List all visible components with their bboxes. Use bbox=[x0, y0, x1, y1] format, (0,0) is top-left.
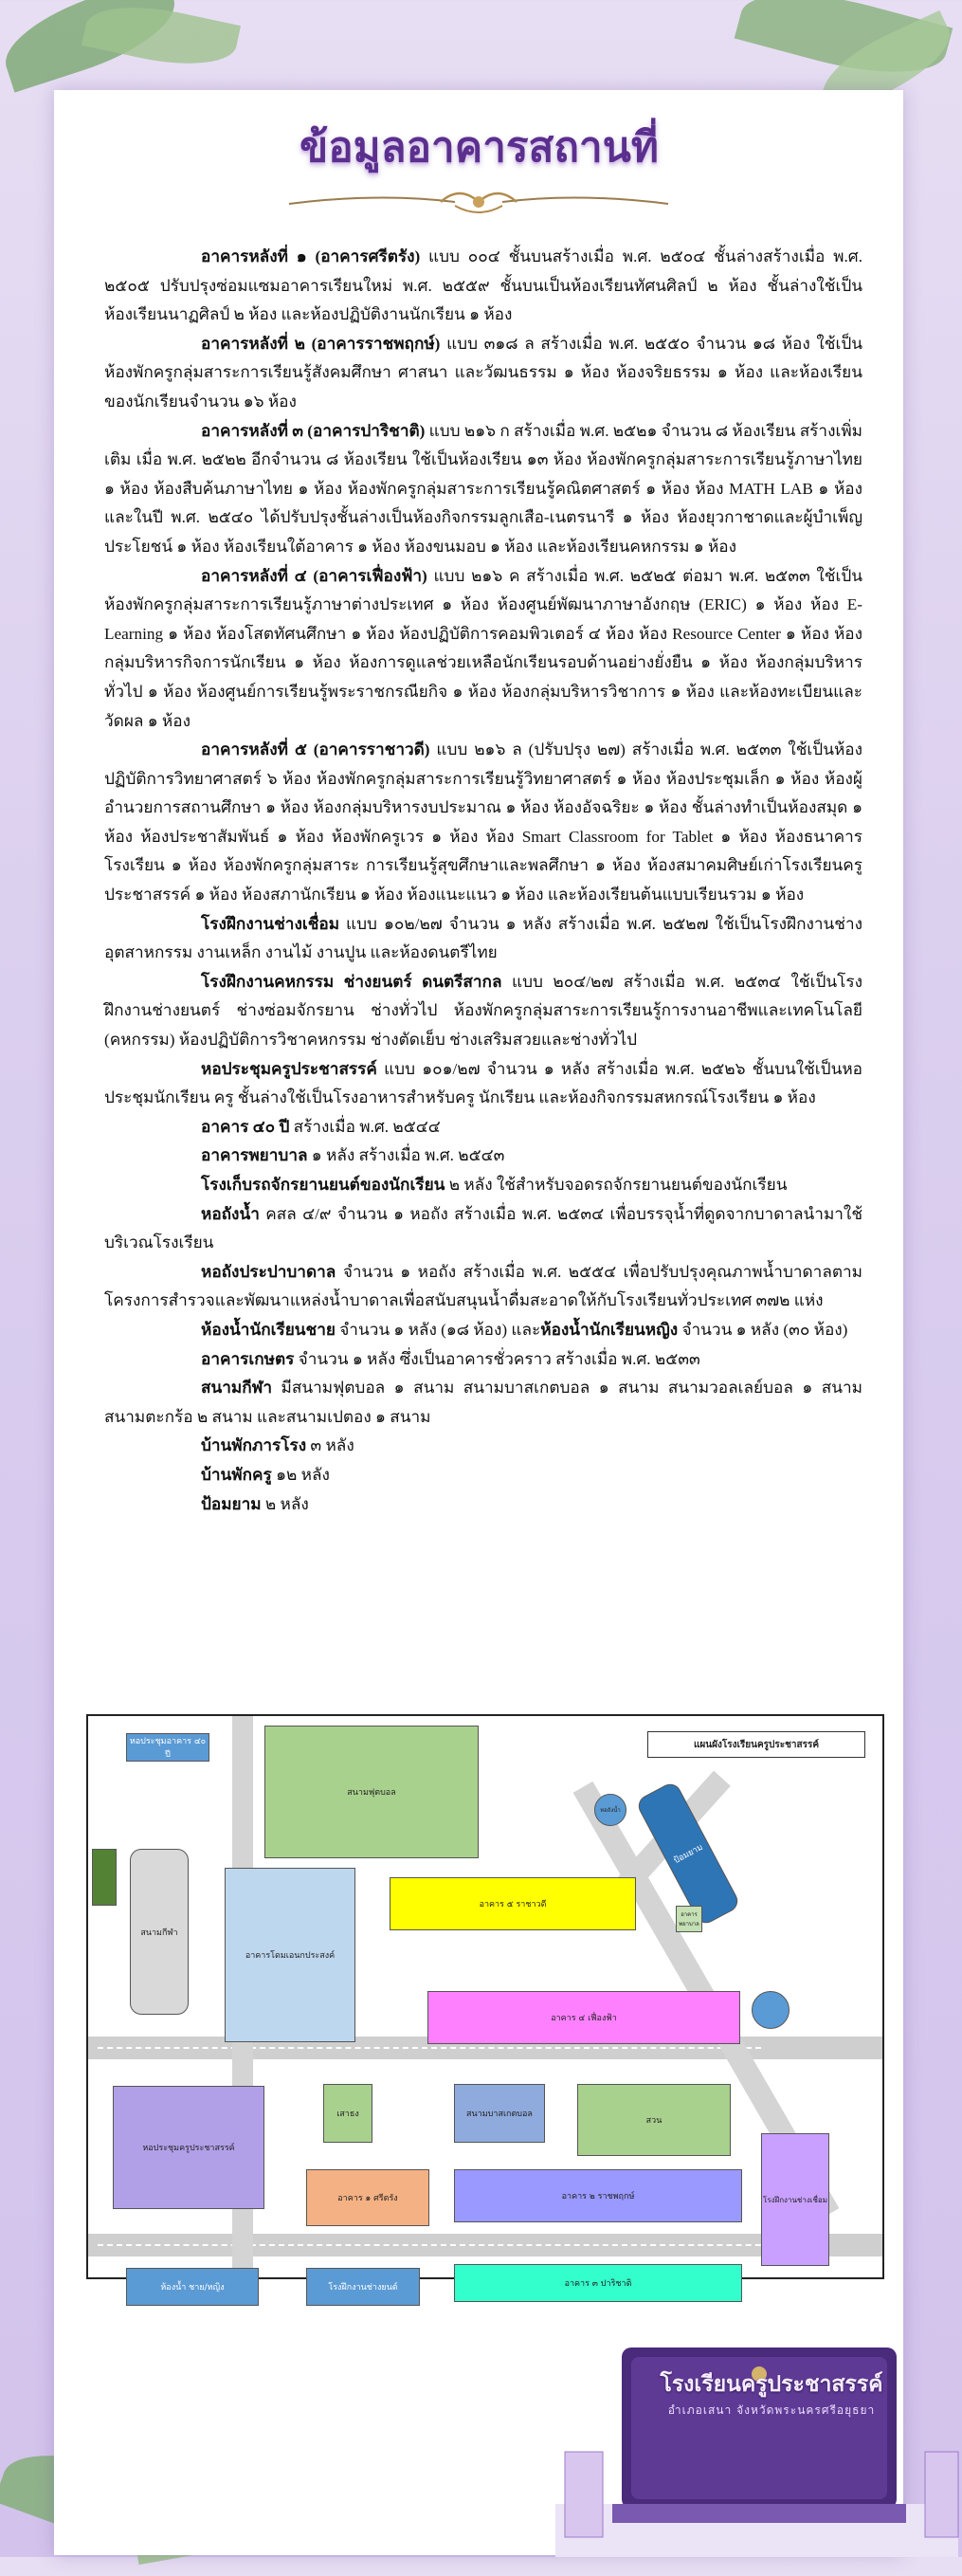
school-name: โรงเรียนครูประชาสรรค์ bbox=[660, 2372, 883, 2397]
paragraph bbox=[104, 1490, 862, 1520]
map-hall40: หอประชุมอาคาร ๔๐ ปี bbox=[126, 1733, 209, 1762]
paragraph-text: จำนวน ๑ หลัง (๑๘ ห้อง) และ bbox=[335, 1320, 541, 1339]
paragraph-heading: โรงเก็บรถจักรยานยนต์ของนักเรียน bbox=[201, 1176, 445, 1194]
page-title: ข้อมูลอาคารสถานที่ bbox=[299, 123, 659, 172]
map-left-bar bbox=[92, 1849, 117, 1906]
map-dome: อาคารโดมเอนกประสงค์ bbox=[225, 1868, 355, 2042]
building-info-text bbox=[104, 243, 862, 1519]
divider-ornament bbox=[280, 183, 678, 221]
paragraph-heading: ป้อมยาม bbox=[201, 1494, 262, 1513]
map-garden: สวน bbox=[577, 2084, 731, 2156]
paragraph-text: แบบ ๑๐๑/๒๗ จำนวน ๑ หลัง สร้างเมื่อ พ.ศ. ๒๕๒๖ ชั้นบนใช้เป็นหอประชุมนักเรียน ครู ชั้นล่างใช้เป็นโรงอาหารสำหรับครู นักเรียน และห้องกิจกรรมสหกรณ์โรงเรียน ๑ ห้อง bbox=[104, 1059, 862, 1107]
paragraph-text: มีสนามฟุตบอล ๑ สนาม สนามบาสเกตบอล ๑ สนาม สนามวอลเลย์บอล ๑ สนาม สนามตะกร้อ ๒ สนาม และสนามเปตอง ๑ สนาม bbox=[104, 1379, 862, 1426]
paragraph-text: แบบ ๒๑๖ ค สร้างเมื่อ พ.ศ. ๒๕๒๕ ต่อมา พ.ศ. ๒๕๓๓ ใช้เป็นห้องพักครูกลุ่มสาระการเรียนรู้ภาษาต่างประเทศ ๑ ห้อง ห้องศูนย์พัฒนาภาษาอังกฤษ (ERIC) ๑ ห้อง ห้อง E-Learning ๑ ห้อง ห้องโสตทัศนศึกษา ๑ ห้อง ห้องปฏิบัติการคอมพิวเตอร์ ๔ ห้อง ห้อง Resource Center ๑ ห้อง ห้องกลุ่มบริหารกิจการนักเรียน ๑ ห้อง ห้องการดูแลช่วยเหลือนักเรียนรอบด้านอย่างยั่งยืน ๑ ห้อง ห้องกลุ่มบริหารทั่วไป ๑ ห้อง ห้องศูนย์การเรียนรู้พระราชกรณียกิจ ๑ ห้อง ห้องกลุ่มบริหารวิชาการ ๑ ห้อง และห้องทะเบียนและวัดผล ๑ ห้อง bbox=[104, 566, 863, 730]
paragraph-text: แบบ ๑๐๒/๒๗ จำนวน ๑ หลัง สร้างเมื่อ พ.ศ. ๒๕๒๗ ใช้เป็นโรงฝึกงานช่างอุตสาหกรรม งานเหล็ก งานไม้ งานปูน และห้องดนตรีไทย bbox=[104, 914, 862, 962]
paragraph-heading: อาคารหลังที่ ๑ (อาคารศรีตรัง) bbox=[201, 247, 421, 265]
map-water-tower: หอถังน้ำ bbox=[594, 1794, 626, 1826]
map-sports-area: สนามกีฬา bbox=[130, 1849, 189, 2015]
paragraph-heading: อาคารพยาบาล bbox=[201, 1146, 308, 1165]
paragraph-heading: อาคารเกษตร bbox=[201, 1349, 295, 1368]
map-school-title: แผนผังโรงเรียนครูประชาสรรค์ bbox=[647, 1731, 865, 1758]
paragraph bbox=[104, 1345, 862, 1375]
paragraph-text: แบบ ๐๐๔ ชั้นบนสร้างเมื่อ พ.ศ. ๒๕๐๔ ชั้นล่างสร้างเมื่อ พ.ศ. ๒๕๐๕ ปรับปรุงซ่อมแซมอาคารเรียนใหม่ พ.ศ. ๒๕๕๙ ชั้นบนเป็นห้องเรียนทัศนศิลป์ ๒ ห้อง ชั้นล่างใช้เป็นห้องเรียนนาฏศิลป์ ๒ ห้อง และห้องปฏิบัติงานนักเรียน ๑ ห้อง bbox=[104, 247, 862, 324]
paragraph-heading: บ้านพักภารโรง bbox=[201, 1436, 307, 1455]
paragraph bbox=[104, 1316, 862, 1345]
paragraph-text: สร้างเมื่อ พ.ศ. ๒๕๔๔ bbox=[289, 1117, 441, 1136]
map-workshop-right: โรงฝึกงานช่างเชื่อม bbox=[761, 2133, 829, 2266]
map-building-1: อาคาร ๑ ศรีตรัง bbox=[306, 2169, 429, 2226]
paragraph bbox=[104, 330, 862, 417]
paragraph-text: คสล ๔/๙ จำนวน ๑ หอถัง สร้างเมื่อ พ.ศ. ๒๕๓๔ เพื่อบรรจุน้ำที่ดูดจากบาดาลนำมาใช้บริเวณโรงเรียน bbox=[104, 1204, 862, 1252]
paragraph bbox=[104, 1142, 862, 1171]
map-gate: ป้อมยาม bbox=[635, 1781, 742, 1927]
paragraph bbox=[104, 417, 862, 562]
paragraph-heading: อาคารหลังที่ ๒ (อาคารราชพฤกษ์) bbox=[201, 334, 441, 353]
leaf-decoration bbox=[82, 0, 241, 77]
paragraph-text: ๓ หลัง bbox=[306, 1436, 354, 1455]
paragraph bbox=[104, 1171, 862, 1200]
paragraph-heading: ห้องน้ำนักเรียนหญิง bbox=[540, 1320, 679, 1339]
paragraph bbox=[104, 243, 862, 330]
map-weld: โรงฝึกงานช่างยนต์ bbox=[306, 2268, 420, 2306]
paragraph-heading: หอถังประปาบาดาล bbox=[201, 1262, 336, 1281]
paragraph-heading: อาคารหลังที่ ๓ (อาคารปาริชาติ) bbox=[201, 421, 426, 440]
paragraph bbox=[104, 968, 862, 1055]
map-building-5: อาคาร ๕ ราชาวดี bbox=[390, 1877, 636, 1930]
paragraph-text: ๒ หลัง ใช้สำหรับจอดรถจักรยานยนต์ของนักเรียน bbox=[445, 1176, 788, 1194]
paragraph bbox=[104, 1200, 862, 1258]
map-roundabout bbox=[752, 1991, 790, 2029]
paragraph-heading: อาคารหลังที่ ๔ (อาคารเฟื่องฟ้า) bbox=[201, 566, 427, 585]
paragraph-heading: อาคารหลังที่ ๕ (อาคารราชาวดี) bbox=[201, 740, 430, 759]
paragraph-text: แบบ ๒๑๖ ก สร้างเมื่อ พ.ศ. ๒๕๒๑ จำนวน ๘ ห้องเรียน สร้างเพิ่มเติม เมื่อ พ.ศ. ๒๕๒๒ อีกจำนวน ๘ ห้องเรียน ใช้เป็นห้องเรียน ๑๓ ห้อง ห้องพักครูกลุ่มสาระการเรียนรู้ภาษาไทย ๑ ห้อง ห้องสืบค้นภาษาไทย ๑ ห้อง ห้องพักครูกลุ่มสาระการเรียนรู้คณิตศาสตร์ ๑ ห้อง ห้อง MATH LAB ๑ ห้อง และในปี พ.ศ. ๒๕๔๐ ได้ปรับปรุงชั้นล่างเป็นห้องกิจกรรมลูกเสือ-เนตรนารี ๑ ห้อง ห้องยุวกาชาดและผู้บำเพ็ญประโยชน์ ๑ ห้อง ห้องเรียนใต้อาคาร ๑ ห้อง ห้องขนมอบ ๑ ห้อง และห้องเรียนคหกรรม ๑ ห้อง bbox=[104, 421, 862, 556]
paragraph-text: จำนวน ๑ หลัง ซึ่งเป็นอาคารชั่วคราว สร้างเมื่อ พ.ศ. ๒๕๓๓ bbox=[294, 1349, 700, 1368]
paragraph-heading: อาคาร ๔๐ ปี bbox=[201, 1117, 290, 1136]
paragraph-heading: บ้านพักครู bbox=[201, 1465, 272, 1484]
school-gate-image bbox=[555, 2319, 958, 2557]
map-building-2: อาคาร ๒ ราชพฤกษ์ bbox=[454, 2169, 742, 2222]
map-football-field: สนามฟุตบอล bbox=[264, 1726, 479, 1858]
paragraph bbox=[104, 1432, 862, 1461]
paragraph bbox=[104, 1461, 862, 1490]
paragraph bbox=[104, 1055, 862, 1113]
paragraph-heading: โรงฝึกงานช่างเชื่อม bbox=[201, 914, 340, 933]
paragraph-text: แบบ ๓๑๘ ล สร้างเมื่อ พ.ศ. ๒๕๕๐ จำนวน ๑๘ ห้อง ใช้เป็นห้องพักครูกลุ่มสาระการเรียนรู้สังคมศึกษา ศาสนา และวัฒนธรรม ๑ ห้อง ห้องจริยธรรม ๑ ห้อง และห้องเรียนของนักเรียนจำนวน ๑๖ ห้อง bbox=[104, 334, 862, 411]
paragraph-text: จำนวน ๑ หอถัง สร้างเมื่อ พ.ศ. ๒๕๕๔ เพื่อปรับปรุงคุณภาพน้ำบาดาลตามโครงการสำรวจและพัฒนาแหล่งน้ำบาดาลเพื่อสนับสนุนน้ำดื่มสะอาดให้กับโรงเรียนทั่วประเทศ ๓๗๒ แห่ง bbox=[104, 1262, 862, 1310]
paragraph-text: ๑๒ หลัง bbox=[271, 1465, 330, 1484]
paragraph-text: จำนวน ๑ หลัง (๓๐ ห้อง) bbox=[678, 1320, 848, 1339]
school-location: อำเภอเสนา จังหวัดพระนครศรีอยุธยา bbox=[667, 2403, 876, 2417]
paragraph-text: แบบ ๒๐๔/๒๗ สร้างเมื่อ พ.ศ. ๒๕๓๔ ใช้เป็นโรงฝึกงานช่างยนตร์ ช่างซ่อมจักรยาน ช่างทั่วไป ห้องพักครูกลุ่มสาระการเรียนรู้การงานอาชีพและเทคโนโลยี (คหกรรม) ห้องปฏิบัติการวิชาคหกรรม ช่างตัดเย็บ ช่างเสริมสวยและช่างทั่วไป bbox=[104, 972, 862, 1050]
paragraph bbox=[104, 1374, 862, 1432]
paragraph-heading: หอประชุมครูประชาสรรค์ bbox=[201, 1059, 377, 1078]
map-flagpole: เสาธง bbox=[323, 2084, 372, 2143]
paragraph bbox=[104, 1113, 862, 1142]
map-nurse: อาคารพยาบาล bbox=[676, 1906, 702, 1932]
paragraph bbox=[104, 1258, 862, 1316]
map-toilet: ห้องน้ำ ชาย/หญิง bbox=[126, 2268, 259, 2306]
paragraph bbox=[104, 910, 862, 968]
paragraph-heading: หอถังน้ำ bbox=[201, 1204, 260, 1223]
map-hall: หอประชุมครูประชาสรรค์ bbox=[113, 2086, 264, 2209]
paragraph bbox=[104, 736, 862, 910]
paragraph-text: ๒ หลัง bbox=[261, 1494, 309, 1513]
paragraph-text: แบบ ๒๑๖ ล (ปรับปรุง ๒๗) สร้างเมื่อ พ.ศ. ๒๕๓๓ ใช้เป็นห้องปฏิบัติการวิทยาศาสตร์ ๖ ห้อง ห้องพักครูกลุ่มสาระการเรียนรู้วิทยาศาสตร์ ๑ ห้อง ห้องประชุมเล็ก ๑ ห้อง ห้องผู้อำนวยการสถานศึกษา ๑ ห้อง ห้องกลุ่มบริหารงบประมาณ ๑ ห้อง ห้องอัจฉริยะ ๑ ห้อง ชั้นล่างทำเป็นห้องสมุด ๑ ห้อง ห้องประชาสัมพันธ์ ๑ ห้อง ห้องพักครูเวร ๑ ห้อง ห้อง Smart Classroom for Tablet ๑ ห้อง ห้องธนาคารโรงเรียน ๑ ห้อง ห้องพักครูกลุ่มสาระ การเรียนรู้สุขศึกษาและพลศึกษา ๑ ห้อง ห้องสมาคมศิษย์เก่าโรงเรียนครูประชาสรรค์ ๑ ห้อง ห้องสภานักเรียน ๑ ห้อง ห้องแนะแนว ๑ ห้อง และห้องเรียนต้นแบบเรียนรวม ๑ ห้อง bbox=[104, 740, 863, 904]
map-building-3: อาคาร ๓ ปาริชาติ bbox=[454, 2264, 742, 2302]
school-map bbox=[86, 1714, 884, 2293]
map-basketball: สนามบาสเกตบอล bbox=[454, 2084, 545, 2143]
paragraph-heading: โรงฝึกงานคหกรรม ช่างยนตร์ ดนตรีสากล bbox=[201, 972, 502, 991]
paragraph-heading: สนามกีฬา bbox=[201, 1379, 273, 1398]
paragraph-text: ๑ หลัง สร้างเมื่อ พ.ศ. ๒๕๔๓ bbox=[307, 1146, 505, 1165]
paragraph bbox=[104, 562, 862, 737]
paragraph-heading: ห้องน้ำนักเรียนชาย bbox=[201, 1320, 336, 1339]
map-building-4: อาคาร ๔ เฟื่องฟ้า bbox=[427, 1991, 740, 2044]
